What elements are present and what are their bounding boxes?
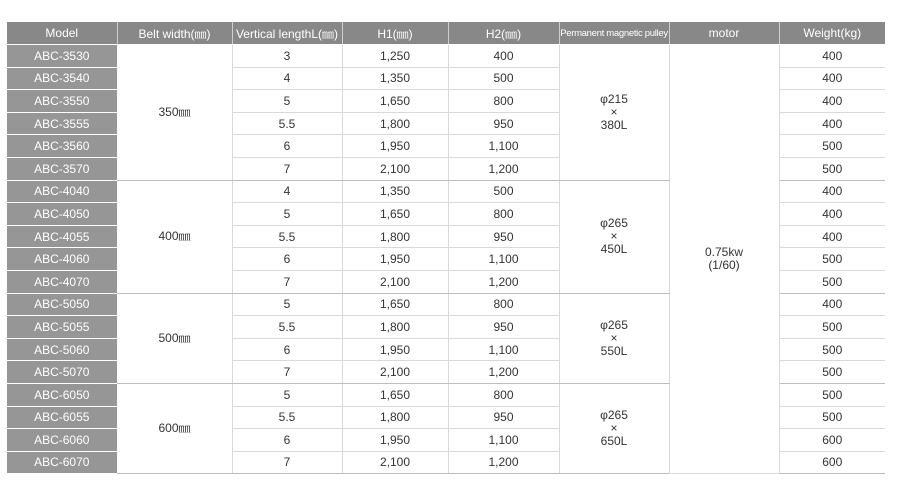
model-cell: ABC-3530 bbox=[7, 45, 117, 68]
h1-cell: 1,950 bbox=[342, 338, 448, 361]
weight-cell: 500 bbox=[779, 157, 885, 180]
vertical-length-cell: 5 bbox=[232, 203, 342, 226]
header-motor: motor bbox=[669, 22, 779, 45]
vertical-length-cell: 7 bbox=[232, 157, 342, 180]
model-cell: ABC-4070 bbox=[7, 270, 117, 293]
vertical-length-cell: 5.5 bbox=[232, 112, 342, 135]
h1-cell: 1,800 bbox=[342, 225, 448, 248]
vertical-length-cell: 3 bbox=[232, 45, 342, 68]
model-cell: ABC-5060 bbox=[7, 338, 117, 361]
vertical-length-cell: 5.5 bbox=[232, 316, 342, 339]
h1-cell: 2,100 bbox=[342, 157, 448, 180]
h2-cell: 800 bbox=[448, 383, 559, 406]
vertical-length-cell: 4 bbox=[232, 180, 342, 203]
h2-cell: 500 bbox=[448, 67, 559, 90]
vertical-length-cell: 4 bbox=[232, 67, 342, 90]
pulley-length: 650L bbox=[600, 434, 628, 449]
table-row bbox=[7, 45, 885, 68]
model-cell: ABC-4040 bbox=[7, 180, 117, 203]
header-row bbox=[7, 22, 885, 45]
model-cell: ABC-5070 bbox=[7, 361, 117, 384]
belt-width-cell: 500㎜ bbox=[117, 293, 232, 383]
header-pulley: Permanent magnetic pulley bbox=[559, 22, 669, 45]
h1-cell: 1,650 bbox=[342, 293, 448, 316]
model-cell: ABC-3560 bbox=[7, 135, 117, 158]
pulley-cell bbox=[559, 383, 669, 473]
spec-table-body bbox=[7, 45, 885, 474]
weight-cell: 400 bbox=[779, 90, 885, 113]
vertical-length-cell: 6 bbox=[232, 338, 342, 361]
model-cell: ABC-3550 bbox=[7, 90, 117, 113]
model-cell: ABC-3570 bbox=[7, 157, 117, 180]
model-cell: ABC-4050 bbox=[7, 203, 117, 226]
h2-cell: 500 bbox=[448, 180, 559, 203]
motor-line1: 0.75kw bbox=[704, 245, 744, 260]
weight-cell: 600 bbox=[779, 429, 885, 452]
vertical-length-cell: 5.5 bbox=[232, 406, 342, 429]
h2-cell: 1,200 bbox=[448, 361, 559, 384]
h1-cell: 1,950 bbox=[342, 135, 448, 158]
vertical-length-cell: 5 bbox=[232, 383, 342, 406]
pulley-times: × bbox=[610, 330, 618, 345]
motor-line2: (1/60) bbox=[708, 258, 740, 273]
spec-table bbox=[7, 22, 885, 474]
model-cell: ABC-3540 bbox=[7, 67, 117, 90]
pulley-cell bbox=[559, 293, 669, 383]
h1-cell: 1,800 bbox=[342, 406, 448, 429]
h2-cell: 1,200 bbox=[448, 157, 559, 180]
h1-cell: 2,100 bbox=[342, 270, 448, 293]
model-cell: ABC-6055 bbox=[7, 406, 117, 429]
h2-cell: 1,200 bbox=[448, 270, 559, 293]
model-cell: ABC-6050 bbox=[7, 383, 117, 406]
weight-cell: 500 bbox=[779, 406, 885, 429]
motor-cell bbox=[669, 45, 779, 474]
weight-cell: 500 bbox=[779, 248, 885, 271]
h2-cell: 950 bbox=[448, 406, 559, 429]
h2-cell: 1,100 bbox=[448, 135, 559, 158]
weight-cell: 400 bbox=[779, 225, 885, 248]
h1-cell: 1,350 bbox=[342, 180, 448, 203]
weight-cell: 500 bbox=[779, 383, 885, 406]
model-cell: ABC-4060 bbox=[7, 248, 117, 271]
weight-cell: 400 bbox=[779, 180, 885, 203]
vertical-length-cell: 6 bbox=[232, 429, 342, 452]
vertical-length-cell: 7 bbox=[232, 361, 342, 384]
weight-cell: 500 bbox=[779, 270, 885, 293]
weight-cell: 500 bbox=[779, 316, 885, 339]
vertical-length-cell: 6 bbox=[232, 248, 342, 271]
weight-cell: 400 bbox=[779, 45, 885, 68]
h1-cell: 1,650 bbox=[342, 203, 448, 226]
belt-width-cell: 600㎜ bbox=[117, 383, 232, 473]
header-model: Model bbox=[7, 22, 117, 45]
h2-cell: 800 bbox=[448, 293, 559, 316]
weight-cell: 500 bbox=[779, 135, 885, 158]
h2-cell: 950 bbox=[448, 225, 559, 248]
h1-cell: 1,650 bbox=[342, 90, 448, 113]
model-cell: ABC-3555 bbox=[7, 112, 117, 135]
h1-cell: 1,250 bbox=[342, 45, 448, 68]
model-cell: ABC-5055 bbox=[7, 316, 117, 339]
model-cell: ABC-5050 bbox=[7, 293, 117, 316]
h2-cell: 400 bbox=[448, 45, 559, 68]
h2-cell: 1,100 bbox=[448, 338, 559, 361]
belt-width-cell: 400㎜ bbox=[117, 180, 232, 293]
h2-cell: 1,100 bbox=[448, 248, 559, 271]
weight-cell: 600 bbox=[779, 451, 885, 474]
header-weight: Weight(kg) bbox=[779, 22, 885, 45]
spec-table-container bbox=[7, 22, 885, 474]
h1-cell: 1,800 bbox=[342, 316, 448, 339]
header-belt-width: Belt width(㎜) bbox=[117, 22, 232, 45]
h1-cell: 2,100 bbox=[342, 361, 448, 384]
pulley-length: 450L bbox=[600, 242, 628, 257]
weight-cell: 400 bbox=[779, 112, 885, 135]
h1-cell: 1,650 bbox=[342, 383, 448, 406]
h1-cell: 1,950 bbox=[342, 429, 448, 452]
weight-cell: 400 bbox=[779, 203, 885, 226]
h2-cell: 800 bbox=[448, 203, 559, 226]
pulley-diameter: φ265 bbox=[600, 216, 628, 231]
vertical-length-cell: 7 bbox=[232, 270, 342, 293]
pulley-cell bbox=[559, 45, 669, 181]
pulley-diameter: φ265 bbox=[600, 408, 628, 423]
vertical-length-cell: 6 bbox=[232, 135, 342, 158]
pulley-times: × bbox=[610, 421, 618, 436]
h1-cell: 1,950 bbox=[342, 248, 448, 271]
h1-cell: 2,100 bbox=[342, 451, 448, 474]
vertical-length-cell: 5.5 bbox=[232, 225, 342, 248]
vertical-length-cell: 7 bbox=[232, 451, 342, 474]
h2-cell: 800 bbox=[448, 90, 559, 113]
weight-cell: 400 bbox=[779, 67, 885, 90]
weight-cell: 400 bbox=[779, 293, 885, 316]
h1-cell: 1,800 bbox=[342, 112, 448, 135]
h1-cell: 1,350 bbox=[342, 67, 448, 90]
h2-cell: 950 bbox=[448, 316, 559, 339]
pulley-times: × bbox=[610, 229, 618, 244]
model-cell: ABC-4055 bbox=[7, 225, 117, 248]
pulley-diameter: φ215 bbox=[600, 91, 628, 106]
pulley-diameter: φ265 bbox=[600, 317, 628, 332]
belt-width-cell: 350㎜ bbox=[117, 45, 232, 181]
vertical-length-cell: 5 bbox=[232, 293, 342, 316]
pulley-length: 380L bbox=[600, 117, 628, 132]
h2-cell: 950 bbox=[448, 112, 559, 135]
header-h1: H1(㎜) bbox=[342, 22, 448, 45]
weight-cell: 500 bbox=[779, 361, 885, 384]
pulley-length: 550L bbox=[600, 343, 628, 358]
model-cell: ABC-6070 bbox=[7, 451, 117, 474]
h2-cell: 1,100 bbox=[448, 429, 559, 452]
vertical-length-cell: 5 bbox=[232, 90, 342, 113]
header-h2: H2(㎜) bbox=[448, 22, 559, 45]
weight-cell: 500 bbox=[779, 338, 885, 361]
h2-cell: 1,200 bbox=[448, 451, 559, 474]
pulley-cell bbox=[559, 180, 669, 293]
pulley-times: × bbox=[610, 104, 618, 119]
model-cell: ABC-6060 bbox=[7, 429, 117, 452]
header-vertical-length: Vertical lengthL(㎜) bbox=[232, 22, 342, 45]
